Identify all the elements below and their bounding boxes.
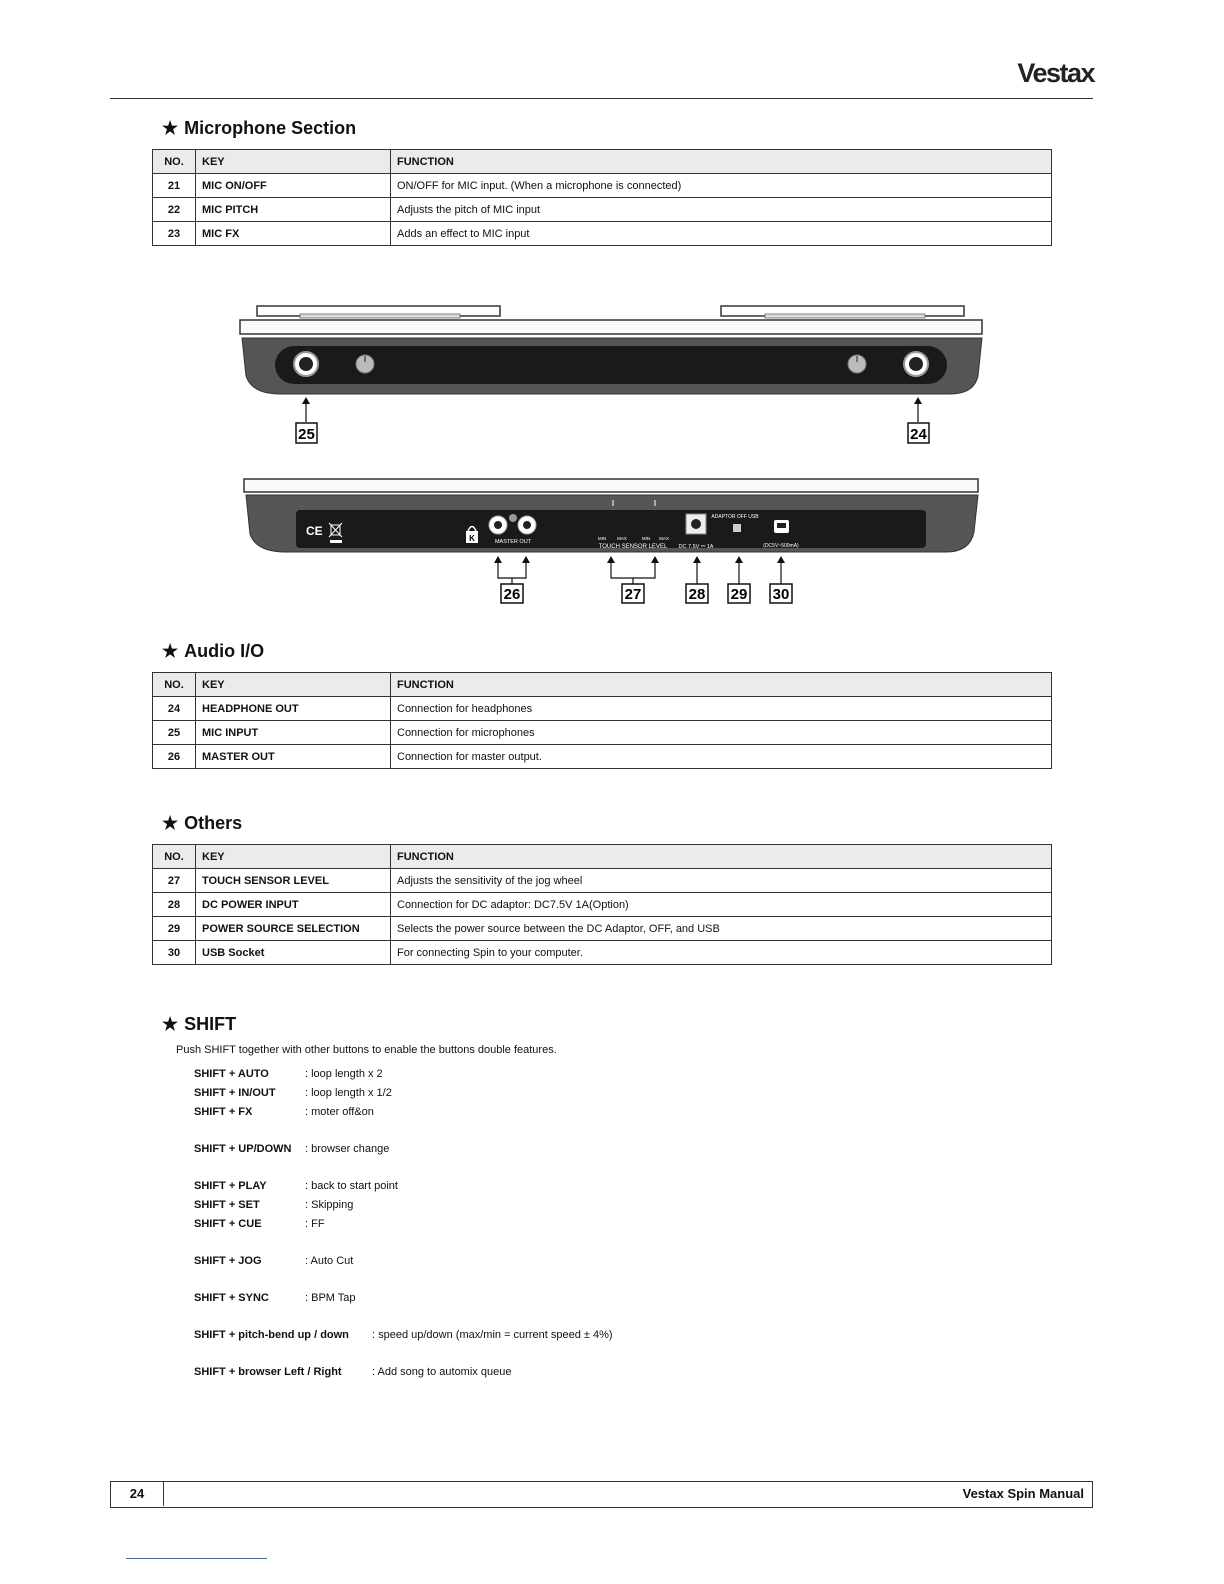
rear-view xyxy=(244,479,978,603)
dc5v-label: (DC5V~500mA) xyxy=(763,543,799,549)
svg-text:K: K xyxy=(469,534,475,543)
row-function: Connection for master output. xyxy=(391,745,1052,769)
row-key: MIC PITCH xyxy=(196,198,391,222)
table-row xyxy=(153,917,1052,941)
callout-24-text: 24 xyxy=(910,426,927,443)
row-function: Adds an effect to MIC input xyxy=(391,222,1052,246)
dc-rating-label: DC 7.5V ⎓ 1A xyxy=(678,544,714,550)
row-key: DC POWER INPUT xyxy=(196,893,391,917)
shift-key: SHIFT + FX xyxy=(194,1106,253,1118)
row-no: 21 xyxy=(153,174,196,198)
col-no: NO. xyxy=(153,673,196,697)
table-row xyxy=(153,869,1052,893)
shift-value: : Auto Cut xyxy=(305,1255,354,1267)
adaptor-off-usb-label: ADAPTOR OFF USB xyxy=(711,514,759,520)
manual-title: Vestax Spin Manual xyxy=(962,1486,1084,1501)
row-key: MIC ON/OFF xyxy=(196,174,391,198)
callout-26-text: 26 xyxy=(503,586,521,603)
min-label-2: MIN xyxy=(641,536,651,541)
star-icon: ★ xyxy=(162,641,179,661)
shift-value: : FF xyxy=(305,1218,325,1230)
shift-key: SHIFT + IN/OUT xyxy=(194,1087,276,1099)
callout-29-text: 29 xyxy=(730,586,748,603)
callout-30-text: 30 xyxy=(772,586,790,603)
table-row xyxy=(153,893,1052,917)
shift-value: : back to start point xyxy=(305,1180,398,1192)
shift-value: : Add song to automix queue xyxy=(372,1366,512,1378)
link-underline xyxy=(126,1558,267,1559)
star-icon: ★ xyxy=(162,813,179,833)
col-key: KEY xyxy=(196,673,391,697)
shift-key: SHIFT + PLAY xyxy=(194,1180,267,1192)
others-title-text: Others xyxy=(184,813,243,833)
max-label-1: MAX xyxy=(617,536,627,541)
shift-title-text: SHIFT xyxy=(184,1014,237,1034)
touch-sensor-level-label: TOUCH SENSOR LEVEL xyxy=(598,544,668,550)
min-label-1: MIN xyxy=(597,536,607,541)
microphone-section-title xyxy=(162,118,356,139)
col-no: NO. xyxy=(153,845,196,869)
audio-io-section-title xyxy=(162,641,264,662)
shift-value: : speed up/down (max/min = current speed ± 4%) xyxy=(372,1329,613,1341)
table-row xyxy=(153,222,1052,246)
audio-io-title-text: Audio I/O xyxy=(184,641,265,661)
power-switch-icon xyxy=(733,524,741,532)
microphone-table xyxy=(152,149,1052,246)
front-view xyxy=(240,306,982,443)
shift-value: : loop length x 1/2 xyxy=(305,1087,392,1099)
shift-value: : moter off&on xyxy=(305,1106,374,1118)
row-no: 22 xyxy=(153,198,196,222)
row-function: Connection for microphones xyxy=(391,721,1052,745)
row-function: Selects the power source between the DC Adaptor, OFF, and USB xyxy=(391,917,1052,941)
row-key: HEADPHONE OUT xyxy=(196,697,391,721)
star-icon: ★ xyxy=(162,118,179,138)
table-row xyxy=(153,198,1052,222)
shift-value: : loop length x 2 xyxy=(305,1068,383,1080)
shift-key: SHIFT + CUE xyxy=(194,1218,262,1230)
row-no: 27 xyxy=(153,869,196,893)
row-function: Adjusts the pitch of MIC input xyxy=(391,198,1052,222)
row-function: Connection for DC adaptor: DC7.5V 1A(Option) xyxy=(391,893,1052,917)
table-row xyxy=(153,697,1052,721)
audio-io-table xyxy=(152,672,1052,769)
row-key: MIC FX xyxy=(196,222,391,246)
page-footer xyxy=(110,1481,1093,1508)
row-no: 26 xyxy=(153,745,196,769)
col-key: KEY xyxy=(196,150,391,174)
vestax-logo: Vestax xyxy=(1017,58,1094,88)
row-function: Connection for headphones xyxy=(391,697,1052,721)
star-icon: ★ xyxy=(162,1014,179,1034)
callout-28-text: 28 xyxy=(688,586,706,603)
device-diagram xyxy=(230,296,990,616)
callout-25-text: 25 xyxy=(298,426,315,443)
col-key: KEY xyxy=(196,845,391,869)
table-header-row xyxy=(153,845,1052,869)
row-no: 25 xyxy=(153,721,196,745)
table-row xyxy=(153,941,1052,965)
page-number: 24 xyxy=(111,1482,164,1506)
shift-key: SHIFT + JOG xyxy=(194,1255,262,1267)
row-key: TOUCH SENSOR LEVEL xyxy=(196,869,391,893)
row-no: 24 xyxy=(153,697,196,721)
microphone-title-text: Microphone Section xyxy=(184,118,357,138)
shift-key: SHIFT + SYNC xyxy=(194,1292,269,1304)
table-row xyxy=(153,745,1052,769)
row-function: For connecting Spin to your computer. xyxy=(391,941,1052,965)
row-no: 30 xyxy=(153,941,196,965)
row-no: 28 xyxy=(153,893,196,917)
table-header-row xyxy=(153,673,1052,697)
table-row xyxy=(153,721,1052,745)
header-rule xyxy=(110,98,1093,99)
row-function: Adjusts the sensitivity of the jog wheel xyxy=(391,869,1052,893)
table-header-row xyxy=(153,150,1052,174)
shift-value: : Skipping xyxy=(305,1199,354,1211)
max-label-2: MAX xyxy=(659,536,669,541)
row-key: USB Socket xyxy=(196,941,391,965)
row-no: 23 xyxy=(153,222,196,246)
callout-27-text: 27 xyxy=(624,586,642,603)
table-row xyxy=(153,174,1052,198)
row-function: ON/OFF for MIC input. (When a microphone is connected) xyxy=(391,174,1052,198)
shift-key: SHIFT + UP/DOWN xyxy=(194,1143,292,1155)
col-function: FUNCTION xyxy=(391,673,1052,697)
shift-key: SHIFT + pitch-bend up / down xyxy=(194,1329,349,1341)
shift-intro: Push SHIFT together with other buttons to enable the buttons double features. xyxy=(176,1044,557,1056)
ce-mark: CE xyxy=(306,524,323,538)
col-function: FUNCTION xyxy=(391,845,1052,869)
row-key: MASTER OUT xyxy=(196,745,391,769)
row-key: MIC INPUT xyxy=(196,721,391,745)
shift-key: SHIFT + SET xyxy=(194,1199,260,1211)
others-table xyxy=(152,844,1052,965)
shift-key: SHIFT + AUTO xyxy=(194,1068,269,1080)
col-no: NO. xyxy=(153,150,196,174)
shift-key: SHIFT + browser Left / Right xyxy=(194,1366,342,1378)
row-key: POWER SOURCE SELECTION xyxy=(196,917,391,941)
others-section-title xyxy=(162,813,242,834)
shift-value: : BPM Tap xyxy=(305,1292,356,1304)
shift-section-title xyxy=(162,1014,236,1035)
master-out-label: MASTER OUT xyxy=(494,539,532,545)
col-function: FUNCTION xyxy=(391,150,1052,174)
row-no: 29 xyxy=(153,917,196,941)
shift-value: : browser change xyxy=(305,1143,390,1155)
